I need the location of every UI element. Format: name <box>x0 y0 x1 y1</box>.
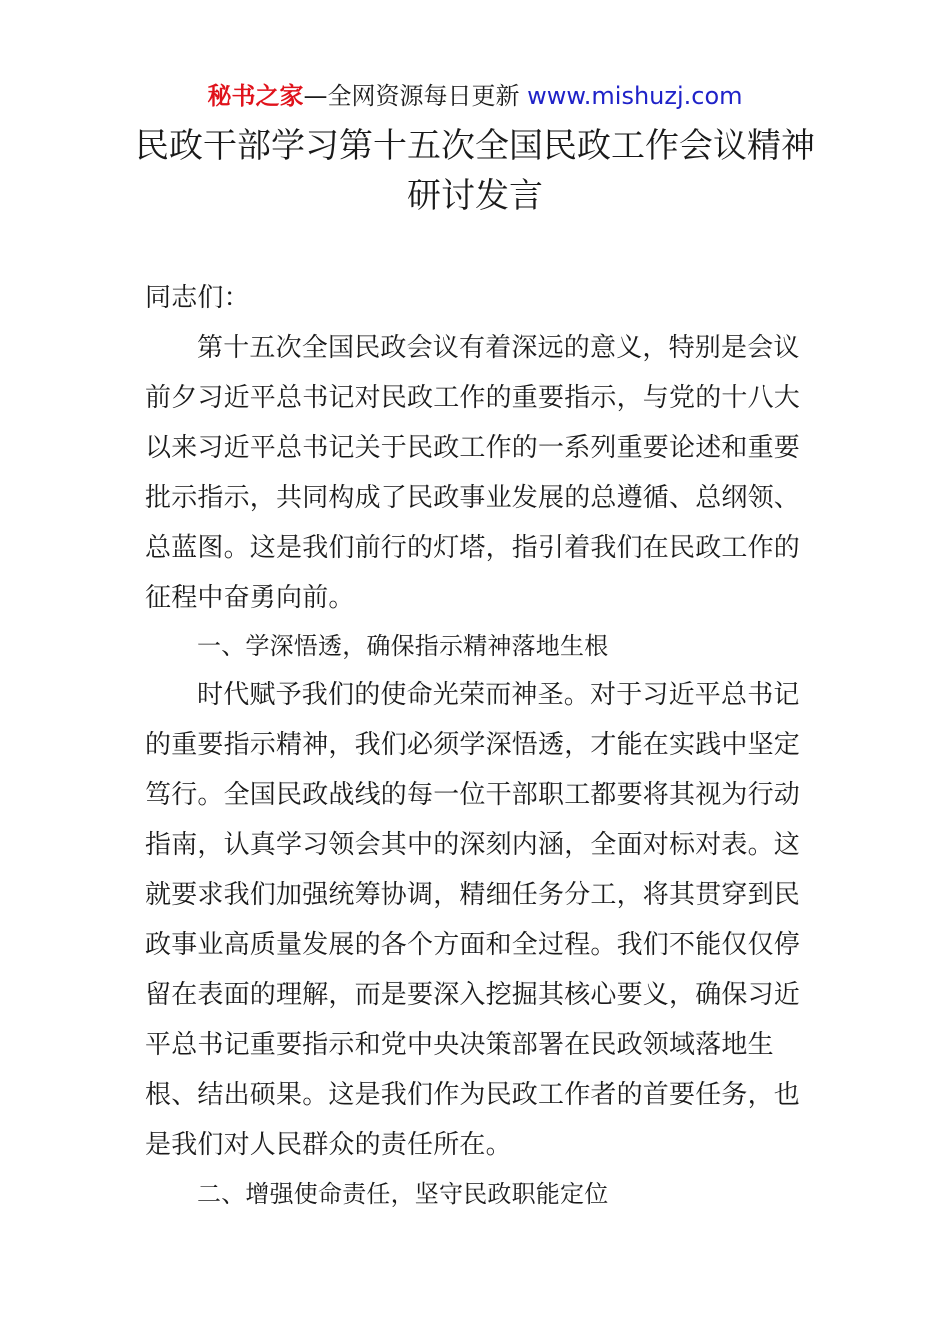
paragraph-1-line: 征程中奋勇向前。 <box>145 583 355 613</box>
greeting: 同志们： <box>145 283 250 313</box>
document-title-line-1: 民政干部学习第十五次全国民政工作会议精神 <box>135 126 815 166</box>
paragraph-2-line: 政事业高质量发展的各个方面和全过程。我们不能仅仅停 <box>145 930 801 960</box>
paragraph-2-line: 笃行。全国民政战线的每一位干部职工都要将其视为行动 <box>145 780 801 810</box>
paragraph-2-line: 平总书记重要指示和党中央决策部署在民政领域落地生 <box>145 1030 774 1060</box>
site-tagline: —全网资源每日更新 <box>303 82 528 110</box>
paragraph-2-line: 指南，认真学习领会其中的深刻内涵，全面对标对表。这 <box>145 830 801 860</box>
document-title-line-2: 研讨发言 <box>407 176 543 216</box>
paragraph-2-line: 是我们对人民群众的责任所在。 <box>145 1130 512 1160</box>
paragraph-2-line: 根、结出硕果。这是我们作为民政工作者的首要任务，也 <box>145 1080 801 1110</box>
paragraph-1-line: 总蓝图。这是我们前行的灯塔，指引着我们在民政工作的 <box>145 533 801 563</box>
paragraph-2-line: 的重要指示精神，我们必须学深悟透，才能在实践中坚定 <box>145 730 801 760</box>
section-heading-2: 二、增强使命责任，坚守民政职能定位 <box>197 1180 609 1208</box>
site-url-link[interactable]: www.mishuzj.com <box>527 82 743 110</box>
paragraph-2-line: 时代赋予我们的使命光荣而神圣。对于习近平总书记 <box>197 680 800 710</box>
paragraph-2-line: 留在表面的理解，而是要深入挖掘其核心要义，确保习近 <box>145 980 801 1010</box>
paragraph-2-line: 就要求我们加强统筹协调，精细任务分工，将其贯穿到民 <box>145 880 801 910</box>
site-header <box>0 80 950 112</box>
section-heading-1: 一、学深悟透，确保指示精神落地生根 <box>197 632 609 660</box>
paragraph-1-line: 第十五次全国民政会议有着深远的意义，特别是会议 <box>197 333 800 363</box>
site-brand: 秘书之家 <box>207 82 304 110</box>
paragraph-1-line: 批示指示，共同构成了民政事业发展的总遵循、总纲领、 <box>145 483 801 513</box>
paragraph-1-line: 以来习近平总书记关于民政工作的一系列重要论述和重要 <box>145 433 801 463</box>
paragraph-1-line: 前夕习近平总书记对民政工作的重要指示，与党的十八大 <box>145 383 801 413</box>
